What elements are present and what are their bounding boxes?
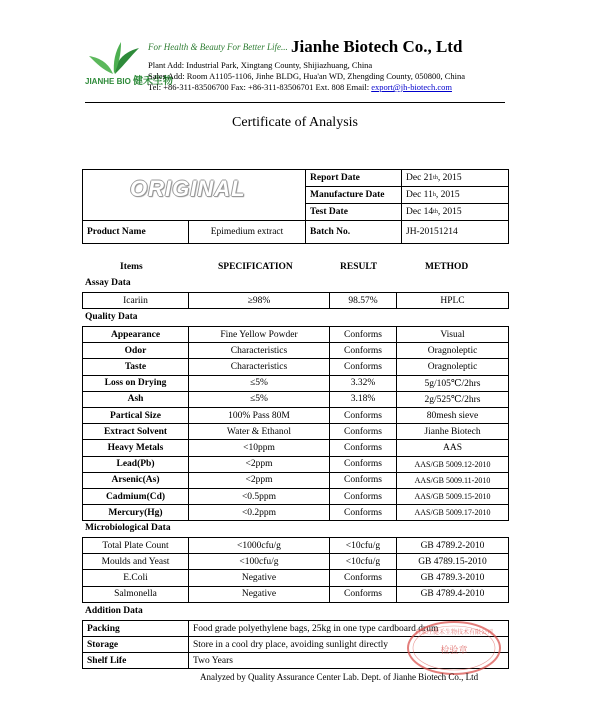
manufacture-date-label: Manufacture Date [305, 186, 402, 204]
table-row-result: 98.57% [329, 292, 397, 309]
table-row-item: Extract Solvent [82, 423, 189, 440]
table-row-method: GB 4789.3-2010 [396, 569, 509, 586]
table-row-value: Two Years [188, 652, 509, 669]
table-row-result: <10cfu/g [329, 553, 397, 570]
table-row-item: Moulds and Yeast [82, 553, 189, 570]
table-row-item: Taste [82, 358, 189, 375]
table-row-item: Partical Size [82, 407, 189, 424]
table-row-spec: <0.5ppm [188, 488, 330, 505]
table-row-method: Oragnoleptic [396, 342, 509, 359]
addition-section-title: Addition Data [85, 606, 143, 616]
table-row-spec: <1000cfu/g [188, 537, 330, 554]
table-row-result: 3.32% [329, 375, 397, 392]
product-name-label: Product Name [82, 220, 189, 244]
test-date-value: Dec 14 th , 2015 [401, 203, 509, 221]
report-date-value: Dec 21 th , 2015 [401, 169, 509, 187]
table-row-spec: 100% Pass 80M [188, 407, 330, 424]
company-name: Jianhe Biotech Co., Ltd [291, 37, 463, 56]
email-link[interactable]: export@jh-biotech.com [371, 82, 452, 92]
table-row-method: Oragnoleptic [396, 358, 509, 375]
svg-text:检验章: 检验章 [440, 646, 468, 656]
quality-section-title: Quality Data [85, 312, 138, 322]
original-stamp: ORIGINAL [130, 176, 246, 201]
batch-no-value: JH-20151214 [401, 220, 509, 244]
table-row-result: Conforms [329, 504, 397, 521]
batch-no-label: Batch No. [305, 220, 402, 244]
table-row-label: Packing [82, 620, 189, 637]
table-row-result: <10cfu/g [329, 537, 397, 554]
table-row-method: Visual [396, 326, 509, 343]
table-row-spec: ≥98% [188, 292, 330, 309]
footer-note: Analyzed by Quality Assurance Center Lab. Dept. of Jianhe Biotech Co., Ltd [200, 672, 479, 682]
table-row-method: Jianhe Biotech [396, 423, 509, 440]
brand-cn: 健禾生物 [133, 76, 174, 87]
table-row-result: Conforms [329, 358, 397, 375]
table-row-item: Cadmium(Cd) [82, 488, 189, 505]
table-row-spec: Characteristics [188, 358, 330, 375]
table-row-method: GB 4789.4-2010 [396, 586, 509, 603]
table-row-label: Shelf Life [82, 652, 189, 669]
table-row-method: AAS/GB 5009.15-2010 [396, 488, 509, 505]
test-date-label: Test Date [305, 203, 402, 221]
table-row-item: Arsenic(As) [82, 472, 189, 489]
col-result: RESULT [340, 262, 378, 272]
table-row-result: Conforms [329, 423, 397, 440]
col-specification: SPECIFICATION [218, 262, 293, 272]
col-items: Items [120, 262, 143, 272]
table-row-item: Ash [82, 391, 189, 408]
table-row-method: AAS/GB 5009.17-2010 [396, 504, 509, 521]
table-row-spec: <0.2ppm [188, 504, 330, 521]
table-row-method: AAS [396, 439, 509, 456]
table-row-method: AAS/GB 5009.12-2010 [396, 456, 509, 473]
plant-address: Plant Add: Industrial Park, Xingtang County, Shijiazhuang, China [148, 60, 373, 70]
table-row-result: 3.18% [329, 391, 397, 408]
table-row-item: Loss on Drying [82, 375, 189, 392]
letterhead [85, 34, 505, 98]
table-row-spec: Negative [188, 569, 330, 586]
table-row-result: Conforms [329, 326, 397, 343]
table-row-spec: <2ppm [188, 472, 330, 489]
product-name-value: Epimedium extract [188, 220, 306, 244]
table-row-spec: ≤5% [188, 391, 330, 408]
table-row-method: GB 4789.2-2010 [396, 537, 509, 554]
table-row-item: Salmonella [82, 586, 189, 603]
table-row-method: 2g/525℃/2hrs [396, 391, 509, 408]
sales-address: Sales Add: Room A1105-1106, Jinhe BLDG, Hua'an WD, Zhengding County, 050800, China [148, 71, 466, 81]
assay-section-title: Assay Data [85, 278, 131, 288]
table-row-item: Heavy Metals [82, 439, 189, 456]
table-row-result: Conforms [329, 472, 397, 489]
table-row-result: Conforms [329, 439, 397, 456]
table-row-item: Appearance [82, 326, 189, 343]
table-row-value: Store in a cool dry place, avoiding sunlight directly [188, 636, 509, 653]
table-row-spec: ≤5% [188, 375, 330, 392]
table-row-spec: Negative [188, 586, 330, 603]
contact-text: Tel: +86-311-83506700 Fax: +86-311-83506701 Ext. 808 Email: [148, 82, 372, 92]
svg-text:石家庄健禾生物技术有限公司: 石家庄健禾生物技术有限公司 [414, 629, 494, 636]
table-row-result: Conforms [329, 342, 397, 359]
table-row-result: Conforms [329, 456, 397, 473]
table-row-spec: <10ppm [188, 439, 330, 456]
table-row-spec: Characteristics [188, 342, 330, 359]
col-method: METHOD [425, 262, 469, 272]
table-row-result: Conforms [329, 569, 397, 586]
slogan: For Health & Beauty For Better Life... [148, 42, 288, 52]
contact-line [148, 82, 452, 92]
table-row-item: Odor [82, 342, 189, 359]
document-title: Certificate of Analysis [232, 115, 358, 130]
table-row-spec: Fine Yellow Powder [188, 326, 330, 343]
table-row-result: Conforms [329, 488, 397, 505]
table-row-item: Total Plate Count [82, 537, 189, 554]
table-row-spec: <100cfu/g [188, 553, 330, 570]
table-row-item: Lead(Pb) [82, 456, 189, 473]
table-row-label: Storage [82, 636, 189, 653]
header-divider [85, 102, 505, 103]
table-row-method: GB 4789.15-2010 [396, 553, 509, 570]
table-row-method: AAS/GB 5009.11-2010 [396, 472, 509, 489]
brand-en: JIANHE BIO [85, 77, 131, 86]
report-date-label: Report Date [305, 169, 402, 187]
table-row-result: Conforms [329, 407, 397, 424]
table-row-item: E.Coli [82, 569, 189, 586]
table-row-method: HPLC [396, 292, 509, 309]
table-row-spec: <2ppm [188, 456, 330, 473]
company-seal-icon [404, 619, 504, 677]
table-row-result: Conforms [329, 586, 397, 603]
table-row-method: 5g/105℃/2hrs [396, 375, 509, 392]
manufacture-date-value: Dec 11 h , 2015 [401, 186, 509, 204]
table-row-method: 80mesh sieve [396, 407, 509, 424]
micro-section-title: Microbiological Data [85, 523, 171, 533]
table-row-item: Icariin [82, 292, 189, 309]
table-row-spec: Water & Ethanol [188, 423, 330, 440]
table-row-value: Food grade polyethylene bags, 25kg in one type cardboard drum [188, 620, 509, 637]
table-row-item: Mercury(Hg) [82, 504, 189, 521]
